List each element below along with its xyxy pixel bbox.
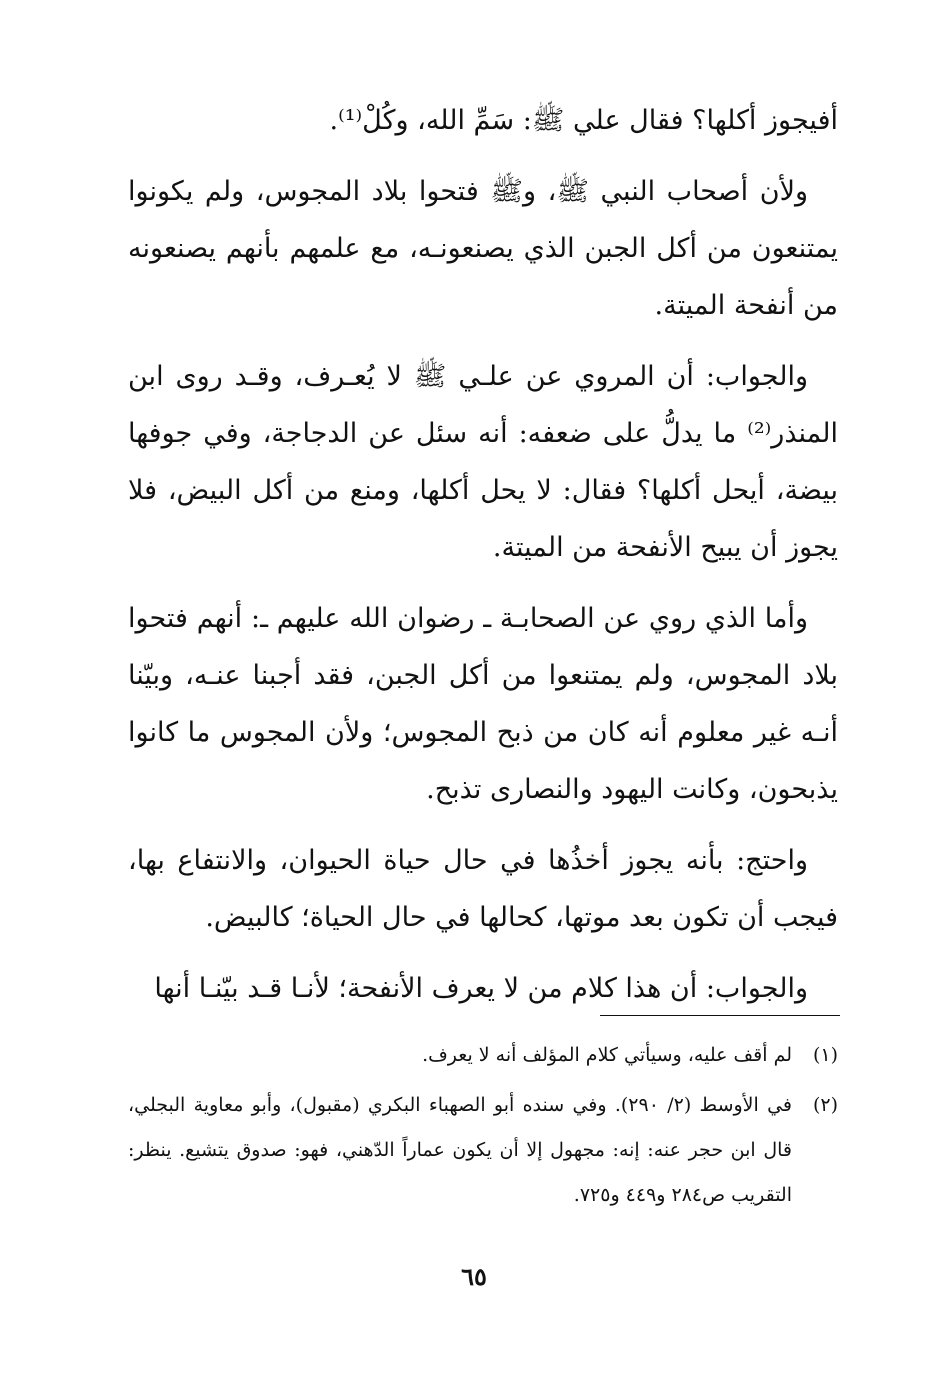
footnote-text: في الأوسط (٢/ ٢٩٠). وفي سنده أبو الصهباء البكري (مقبول)، وأبو معاوية البجلي، قال ابن حجر عنه: إنه: مجهول إلا أن يكون عماراً الدّهني، فهو: صدوق يتشيع. ينظر: التقريب ص٢٨٤ و٤٤٩ و٧٢٥. (128, 1094, 792, 1206)
paragraph-3: والجواب: أن المروي عن علـي ﷺ لا يُعـرف، وقـد روى ابن المنذر⁽²⁾ ما يدلُّ على ضعفه: أنه سئل عن الدجاجة، وفي جوفها بيضة، أيحل أكلها؟ فقال: لا يحل أكلها، ومنع من أكل البيض، فلا يجوز أن يبيح الأنفحة من الميتة. (128, 361, 838, 563)
footnote-2 (128, 1083, 838, 1218)
paragraph-1: أفيجوز أكلها؟ فقال علي ﷺ: سَمِّ الله، وكُلْ⁽¹⁾. (329, 105, 838, 136)
main-text (128, 92, 838, 1031)
footnotes (128, 1033, 838, 1223)
paragraph-2: ولأن أصحاب النبي ﷺ، وﷺ فتحوا بلاد المجوس، ولم يكونوا يمتنعون من أكل الجبن الذي يصنعونـه، مع علمهم بأنهم يصنعونه من أنفحة الميتة. (128, 176, 838, 321)
footnote-1 (128, 1033, 838, 1078)
footnote-separator (600, 1015, 840, 1016)
paragraph-4: وأما الذي روي عن الصحابـة ـ رضوان الله عليهم ـ: أنهم فتحوا بلاد المجوس، ولم يمتنعوا من أكل الجبن، فقد أجبنا عنـه، وبيّنا أنـه غير معلوم أنه كان من ذبح المجوس؛ ولأن المجوس ما كانوا يذبحون، وكانت اليهود والنصارى تذبح. (128, 603, 838, 805)
page-number: ٦٥ (461, 1262, 487, 1291)
footnote-text: لم أقف عليه، وسيأتي كلام المؤلف أنه لا يعرف. (422, 1044, 792, 1066)
paragraph-5: واحتج: بأنه يجوز أخذُها في حال حياة الحيوان، والانتفاع بها، فيجب أن تكون بعد موتها، كحالها في حال الحياة؛ كالبيض. (128, 845, 838, 933)
footnote-number: (١) (812, 1044, 838, 1066)
paragraph-6: والجواب: أن هذا كلام من لا يعرف الأنفحة؛ لأنـا قـد بيّنـا أنها (154, 973, 808, 1004)
footnote-number: (٢) (812, 1094, 838, 1116)
